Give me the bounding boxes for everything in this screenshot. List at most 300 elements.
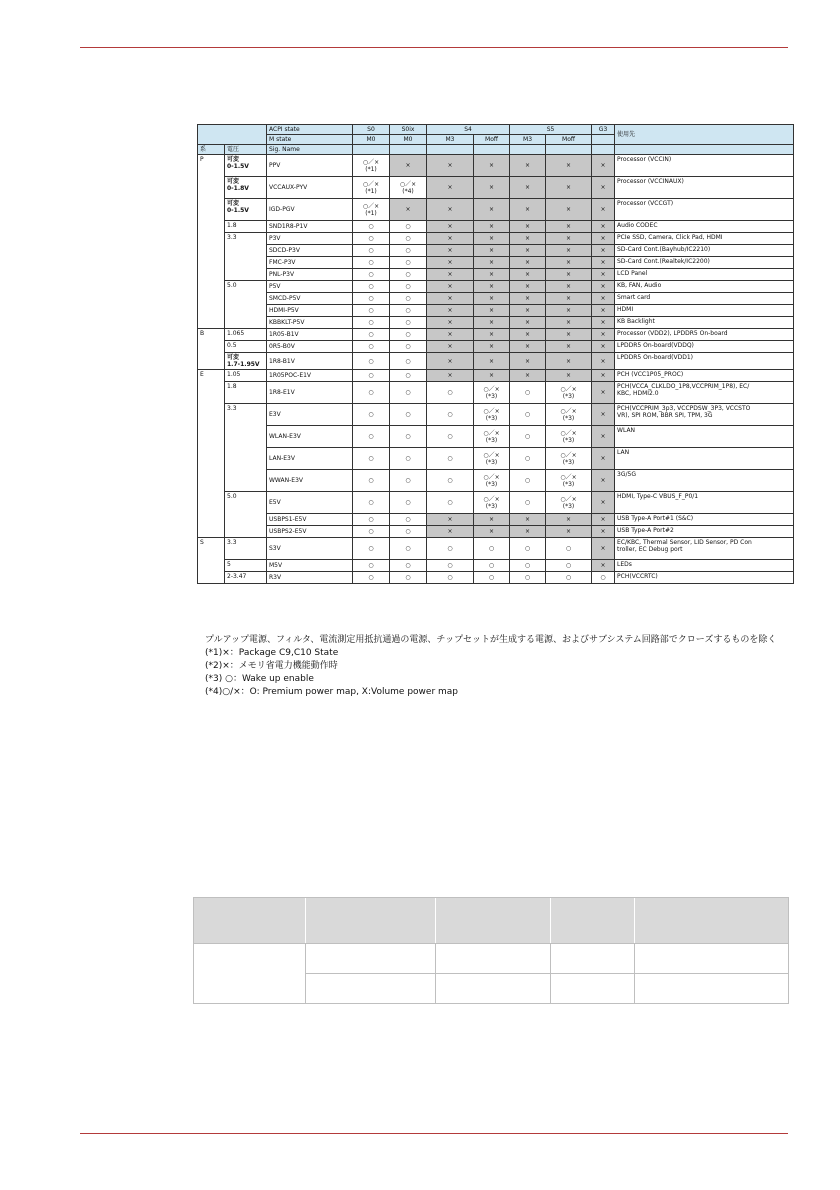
note-exclusion: プルアップ電源、フィルタ、電流測定用抵抗通過の電源、チップセットが生成する電源、およびサブシステム回路部でクローズするものを除く [205,635,777,645]
voltage-cell: 1.065 [225,329,267,341]
destination-cell: EC/KBC, Thermal Sensor, LID Sensor, PD Con troller, EC Debug port [615,538,794,560]
signal-name-cell: P3V [267,233,353,245]
voltage-cell: 3.3 [225,404,267,492]
state-cell-s4moff: × [474,199,510,221]
state-cell-s4m3: ○ [427,572,474,584]
system-cell: P [198,155,225,329]
signal-name-cell: 0R5-B0V [267,341,353,353]
destination-cell: LAN [615,448,794,470]
signal-name-cell: P5V [267,281,353,293]
destination-cell: SD-Card Cont.(Realtek/IC2200) [615,257,794,269]
state-cell-s5m3: ○ [510,470,546,492]
state-cell-s0: ○／× (*1) [353,199,390,221]
voltage-cell: 0.5 [225,341,267,353]
header-s4: S4 [427,125,510,135]
state-cell-s0: ○ [353,526,390,538]
table-row [198,448,794,470]
power-state-table [197,124,794,584]
signal-name-cell: WLAN-E3V [267,426,353,448]
header-voltage: 電圧 [225,145,267,155]
state-cell-s4moff: × [474,341,510,353]
state-cell-s5moff: × [546,199,592,221]
header-m0-s0: M0 [353,135,390,145]
destination-cell: PCH (VCC1P05_PROC) [615,370,794,382]
state-cell-s4moff: ○ [474,560,510,572]
signal-name-cell: WWAN-E3V [267,470,353,492]
state-cell-s4moff: ○ [474,572,510,584]
state-cell-s5moff: ○／× (*3) [546,404,592,426]
state-cell-s0ix: ○ [390,293,427,305]
state-cell-s4m3: × [427,281,474,293]
table-row [198,492,794,514]
header-blank [198,125,267,145]
table-row [198,572,794,584]
state-cell-g3: × [592,221,615,233]
state-cell-s5m3: ○ [510,382,546,404]
table-row [198,317,794,329]
table-row [198,293,794,305]
state-cell-s0: ○ [353,492,390,514]
state-cell-s4moff: × [474,353,510,370]
state-cell-g3: × [592,448,615,470]
table-row [198,199,794,221]
state-cell-s5m3: × [510,293,546,305]
table-row [198,233,794,245]
signal-name-cell: USBPS2-E5V [267,526,353,538]
note-3: (*3) ○：Wake up enable [205,674,314,684]
state-cell-s4moff: ○ [474,538,510,560]
state-cell-s0ix: ○ [390,382,427,404]
state-cell-s4m3: × [427,257,474,269]
state-cell-g3: × [592,199,615,221]
state-cell-s4m3: × [427,177,474,199]
table-row [198,221,794,233]
state-cell-s4moff: × [474,293,510,305]
state-cell-s0ix: ○ [390,257,427,269]
signal-name-cell: 1R8-E1V [267,382,353,404]
state-cell-s0: ○ [353,245,390,257]
header-m3-s5: M3 [510,135,546,145]
header-moff-s5: Moff [546,135,592,145]
state-cell-s0: ○ [353,281,390,293]
destination-cell: SD-Card Cont.(Bayhub/IC2210) [615,245,794,257]
state-cell-s4m3: ○ [427,426,474,448]
destination-cell: HDMI, Type-C VBUS_F_P0/1 [615,492,794,514]
header-m-state: M state [267,135,353,145]
destination-cell: Processor (VCCIN) [615,155,794,177]
destination-cell: LPDDR5 On-board(VDD1) [615,353,794,370]
table-header-row-3 [198,145,794,155]
destination-cell: PCH(VCCA_CLKLDO_1P8,VCCPRIM_1P8), EC/ KBC, HDMI2.0 [615,382,794,404]
state-cell-s4moff: × [474,329,510,341]
state-cell-s5m3: × [510,199,546,221]
state-cell-s4m3: × [427,370,474,382]
state-cell-s4m3: ○ [427,470,474,492]
state-cell-s5m3: ○ [510,426,546,448]
state-cell-s5moff: × [546,305,592,317]
signal-name-cell: SND1R8-P1V [267,221,353,233]
state-cell-s5m3: × [510,526,546,538]
state-cell-s4moff: × [474,514,510,526]
state-cell-g3: × [592,341,615,353]
state-cell-s0ix: ○ [390,470,427,492]
state-cell-s0: ○ [353,341,390,353]
table-row [198,470,794,492]
state-cell-s5moff: × [546,257,592,269]
voltage-cell: 5.0 [225,281,267,329]
note-1: (*1)×：Package C9,C10 State [205,648,339,658]
state-cell-s5m3: ○ [510,492,546,514]
state-cell-s5moff: × [546,370,592,382]
state-cell-g3: × [592,560,615,572]
state-cell-s0: ○ [353,538,390,560]
state-cell-s5moff: × [546,293,592,305]
state-cell-s4m3: × [427,317,474,329]
state-cell-g3: × [592,269,615,281]
state-cell-s0ix: ○ [390,221,427,233]
state-cell-s5m3: × [510,245,546,257]
signal-name-cell: R3V [267,572,353,584]
state-cell-s5m3: × [510,269,546,281]
empty-table-header [194,898,789,944]
table-row [198,353,794,370]
state-cell-s0: ○ [353,221,390,233]
table-row [198,257,794,269]
signal-name-cell: PNL-P3V [267,269,353,281]
state-cell-s4moff: ○／× (*3) [474,426,510,448]
state-cell-s4m3: ○ [427,382,474,404]
state-cell-s4moff: × [474,305,510,317]
state-cell-s0ix: ○ [390,526,427,538]
signal-name-cell: HDMI-P5V [267,305,353,317]
signal-name-cell: KBBKLT-P5V [267,317,353,329]
destination-cell: WLAN [615,426,794,448]
signal-name-cell: USBPS1-E5V [267,514,353,526]
state-cell-s4m3: ○ [427,404,474,426]
system-cell: B [198,329,225,370]
state-cell-s4moff: × [474,269,510,281]
header-m0-s0ix: M0 [390,135,427,145]
state-cell-s5moff: × [546,526,592,538]
destination-cell: USB Type-A Port#2 [615,526,794,538]
state-cell-s4m3: × [427,341,474,353]
voltage-cell: 5 [225,560,267,572]
state-cell-g3: × [592,155,615,177]
voltage-cell: 2-3.47 [225,572,267,584]
state-cell-s5moff: × [546,353,592,370]
state-cell-s5moff: × [546,269,592,281]
destination-cell: LCD Panel [615,269,794,281]
state-cell-s4moff: × [474,177,510,199]
state-cell-g3: × [592,233,615,245]
state-cell-s5m3: × [510,305,546,317]
table-row [198,538,794,560]
table-row [198,281,794,293]
table-row [198,514,794,526]
table-row [198,526,794,538]
signal-name-cell: PPV [267,155,353,177]
state-cell-s5moff: × [546,177,592,199]
signal-name-cell: S3V [267,538,353,560]
state-cell-s0ix: ○ [390,560,427,572]
state-cell-s5m3: × [510,353,546,370]
state-cell-s0: ○ [353,470,390,492]
state-cell-s4moff: × [474,370,510,382]
state-cell-s5m3: × [510,177,546,199]
state-cell-s5m3: × [510,514,546,526]
state-cell-g3: × [592,470,615,492]
state-cell-g3: × [592,257,615,269]
state-cell-g3: × [592,293,615,305]
state-cell-s5m3: × [510,257,546,269]
voltage-cell: 1.05 [225,370,267,382]
voltage-cell: 3.3 [225,538,267,560]
state-cell-s0ix: ○ [390,281,427,293]
destination-cell: KB, FAN, Audio [615,281,794,293]
state-cell-s5moff: × [546,341,592,353]
destination-cell: Processor (VCCGT) [615,199,794,221]
state-cell-s0ix: ○ [390,317,427,329]
state-cell-s4moff: ○／× (*3) [474,470,510,492]
state-cell-s4m3: × [427,305,474,317]
state-cell-g3: × [592,514,615,526]
destination-cell: 3G/5G [615,470,794,492]
state-cell-s4m3: ○ [427,538,474,560]
state-cell-g3: × [592,245,615,257]
state-cell-s0: ○ [353,329,390,341]
state-cell-s4m3: ○ [427,448,474,470]
state-cell-s5m3: ○ [510,538,546,560]
state-cell-s0ix: ○ [390,448,427,470]
state-cell-s4m3: × [427,155,474,177]
destination-cell: PCH(VCCRTC) [615,572,794,584]
header-s0ix: S0ix [390,125,427,135]
state-cell-g3: × [592,329,615,341]
state-cell-s5moff: ○／× (*3) [546,470,592,492]
state-cell-s4m3: × [427,526,474,538]
state-cell-s0ix: ○ [390,426,427,448]
state-cell-s0: ○ [353,305,390,317]
state-cell-s5moff: ○／× (*3) [546,426,592,448]
state-cell-s0ix: ○／× (*4) [390,177,427,199]
state-cell-s0: ○ [353,353,390,370]
state-cell-s5m3: × [510,341,546,353]
state-cell-s5m3: × [510,370,546,382]
state-cell-s4moff: ○／× (*3) [474,382,510,404]
state-cell-s0ix: ○ [390,492,427,514]
state-cell-s5moff: ○／× (*3) [546,382,592,404]
voltage-cell: 可変 1.7-1.95V [225,353,267,370]
state-cell-s0: ○ [353,572,390,584]
state-cell-s5moff: × [546,281,592,293]
state-cell-s5m3: ○ [510,404,546,426]
state-cell-g3: × [592,426,615,448]
state-cell-s4moff: × [474,281,510,293]
header-acpi-state: ACPI state [267,125,353,135]
footnotes [205,634,795,699]
signal-name-cell: 1R8-B1V [267,353,353,370]
header-destination: 使用先 [615,125,794,145]
table-row [198,329,794,341]
state-cell-s5m3: ○ [510,572,546,584]
state-cell-g3: × [592,492,615,514]
state-cell-s4m3: × [427,293,474,305]
state-cell-s5moff: × [546,221,592,233]
state-cell-s5m3: × [510,221,546,233]
state-cell-s5moff: ○ [546,572,592,584]
state-cell-s5moff: × [546,233,592,245]
table-row [198,155,794,177]
signal-name-cell: SMCD-P5V [267,293,353,305]
header-s5: S5 [510,125,592,135]
signal-name-cell: E3V [267,404,353,426]
state-cell-g3: × [592,177,615,199]
state-cell-s0: ○ [353,317,390,329]
signal-name-cell: 1R05-B1V [267,329,353,341]
destination-cell: Processor (VCCINAUX) [615,177,794,199]
state-cell-g3: × [592,305,615,317]
state-cell-s5moff: × [546,514,592,526]
voltage-cell: 5.0 [225,492,267,538]
state-cell-s0ix: ○ [390,572,427,584]
state-cell-s4moff: × [474,245,510,257]
state-cell-g3: × [592,317,615,329]
destination-cell: KB Backlight [615,317,794,329]
state-cell-s4moff: ○／× (*3) [474,492,510,514]
state-cell-s5m3: × [510,317,546,329]
state-cell-s0: ○ [353,382,390,404]
state-cell-s0ix: ○ [390,305,427,317]
signal-name-cell: SDCD-P3V [267,245,353,257]
destination-cell: HDMI [615,305,794,317]
state-cell-s0: ○ [353,514,390,526]
state-cell-g3: ○ [592,572,615,584]
signal-name-cell: IGD-PGV [267,199,353,221]
state-cell-s4m3: × [427,514,474,526]
signal-name-cell: LAN-E3V [267,448,353,470]
state-cell-s4m3: × [427,233,474,245]
state-cell-s0ix: × [390,199,427,221]
footer-rule [80,1133,788,1134]
header-system: 系 [198,145,225,155]
table-row [198,426,794,448]
state-cell-g3: × [592,281,615,293]
state-cell-s4m3: × [427,353,474,370]
state-cell-s4moff: × [474,155,510,177]
table-row [198,245,794,257]
state-cell-s5m3: ○ [510,448,546,470]
state-cell-s5m3: × [510,155,546,177]
state-cell-s0: ○ [353,448,390,470]
state-cell-s0: ○ [353,560,390,572]
table-row [198,370,794,382]
state-cell-s0ix: ○ [390,370,427,382]
state-cell-s4moff: × [474,221,510,233]
state-cell-s4m3: × [427,329,474,341]
state-cell-s0: ○ [353,426,390,448]
signal-name-cell: VCCAUX-PYV [267,177,353,199]
state-cell-s5m3: × [510,281,546,293]
table-row [198,404,794,426]
state-cell-s5moff: × [546,317,592,329]
voltage-cell: 可変 0-1.5V [225,155,267,177]
state-cell-s4moff: × [474,317,510,329]
header-g3-blank [592,135,615,145]
empty-table-container [193,897,788,1004]
signal-name-cell: M5V [267,560,353,572]
signal-name-cell: E5V [267,492,353,514]
header-g3: G3 [592,125,615,135]
state-cell-g3: × [592,526,615,538]
state-cell-s5moff: × [546,329,592,341]
header-s0: S0 [353,125,390,135]
state-cell-s5moff: ○ [546,538,592,560]
state-cell-s0: ○ [353,269,390,281]
header-rule [80,47,788,48]
state-cell-s0ix: ○ [390,269,427,281]
destination-cell: PCH(VCCPRIM_3p3, VCCPDSW_3P3, VCCSTO VR), SPI ROM, BBR SPI, TPM, 3G [615,404,794,426]
state-cell-g3: × [592,353,615,370]
state-cell-s0: ○／× (*1) [353,155,390,177]
state-cell-s4moff: ○／× (*3) [474,404,510,426]
state-cell-s0ix: × [390,155,427,177]
state-cell-s5moff: × [546,155,592,177]
table-row [198,305,794,317]
table-row [198,269,794,281]
state-cell-g3: × [592,538,615,560]
state-cell-s4moff: × [474,233,510,245]
state-cell-s5moff: ○／× (*3) [546,448,592,470]
signal-name-cell: 1R05POC-E1V [267,370,353,382]
destination-cell: Smart card [615,293,794,305]
state-cell-s0ix: ○ [390,341,427,353]
state-cell-s5m3: × [510,329,546,341]
header-moff-s4: Moff [474,135,510,145]
empty-table-row [194,944,789,974]
system-cell: E [198,370,225,538]
state-cell-s0: ○ [353,233,390,245]
state-cell-s0: ○ [353,293,390,305]
destination-cell: Audio CODEC [615,221,794,233]
state-cell-s4m3: × [427,269,474,281]
state-cell-s0ix: ○ [390,404,427,426]
state-cell-s4m3: ○ [427,492,474,514]
state-cell-s0ix: ○ [390,514,427,526]
state-cell-s4moff: × [474,257,510,269]
state-cell-s4moff: × [474,526,510,538]
state-cell-s0ix: ○ [390,245,427,257]
table-row [198,560,794,572]
destination-cell: LEDs [615,560,794,572]
destination-cell: PCIe SSD, Camera, Click Pad, HDMI [615,233,794,245]
state-cell-s4m3: × [427,221,474,233]
header-m3-s4: M3 [427,135,474,145]
empty-table [193,897,789,1004]
table-row [198,341,794,353]
state-cell-s0ix: ○ [390,538,427,560]
state-cell-s4m3: × [427,245,474,257]
state-cell-s5m3: × [510,233,546,245]
signal-name-cell: FMC-P3V [267,257,353,269]
table-row [198,382,794,404]
destination-cell: USB Type-A Port#1 (S&C) [615,514,794,526]
state-cell-s0: ○／× (*1) [353,177,390,199]
state-cell-s0ix: ○ [390,329,427,341]
state-cell-g3: × [592,370,615,382]
voltage-cell: 3.3 [225,233,267,281]
state-cell-g3: × [592,404,615,426]
state-cell-s0: ○ [353,370,390,382]
